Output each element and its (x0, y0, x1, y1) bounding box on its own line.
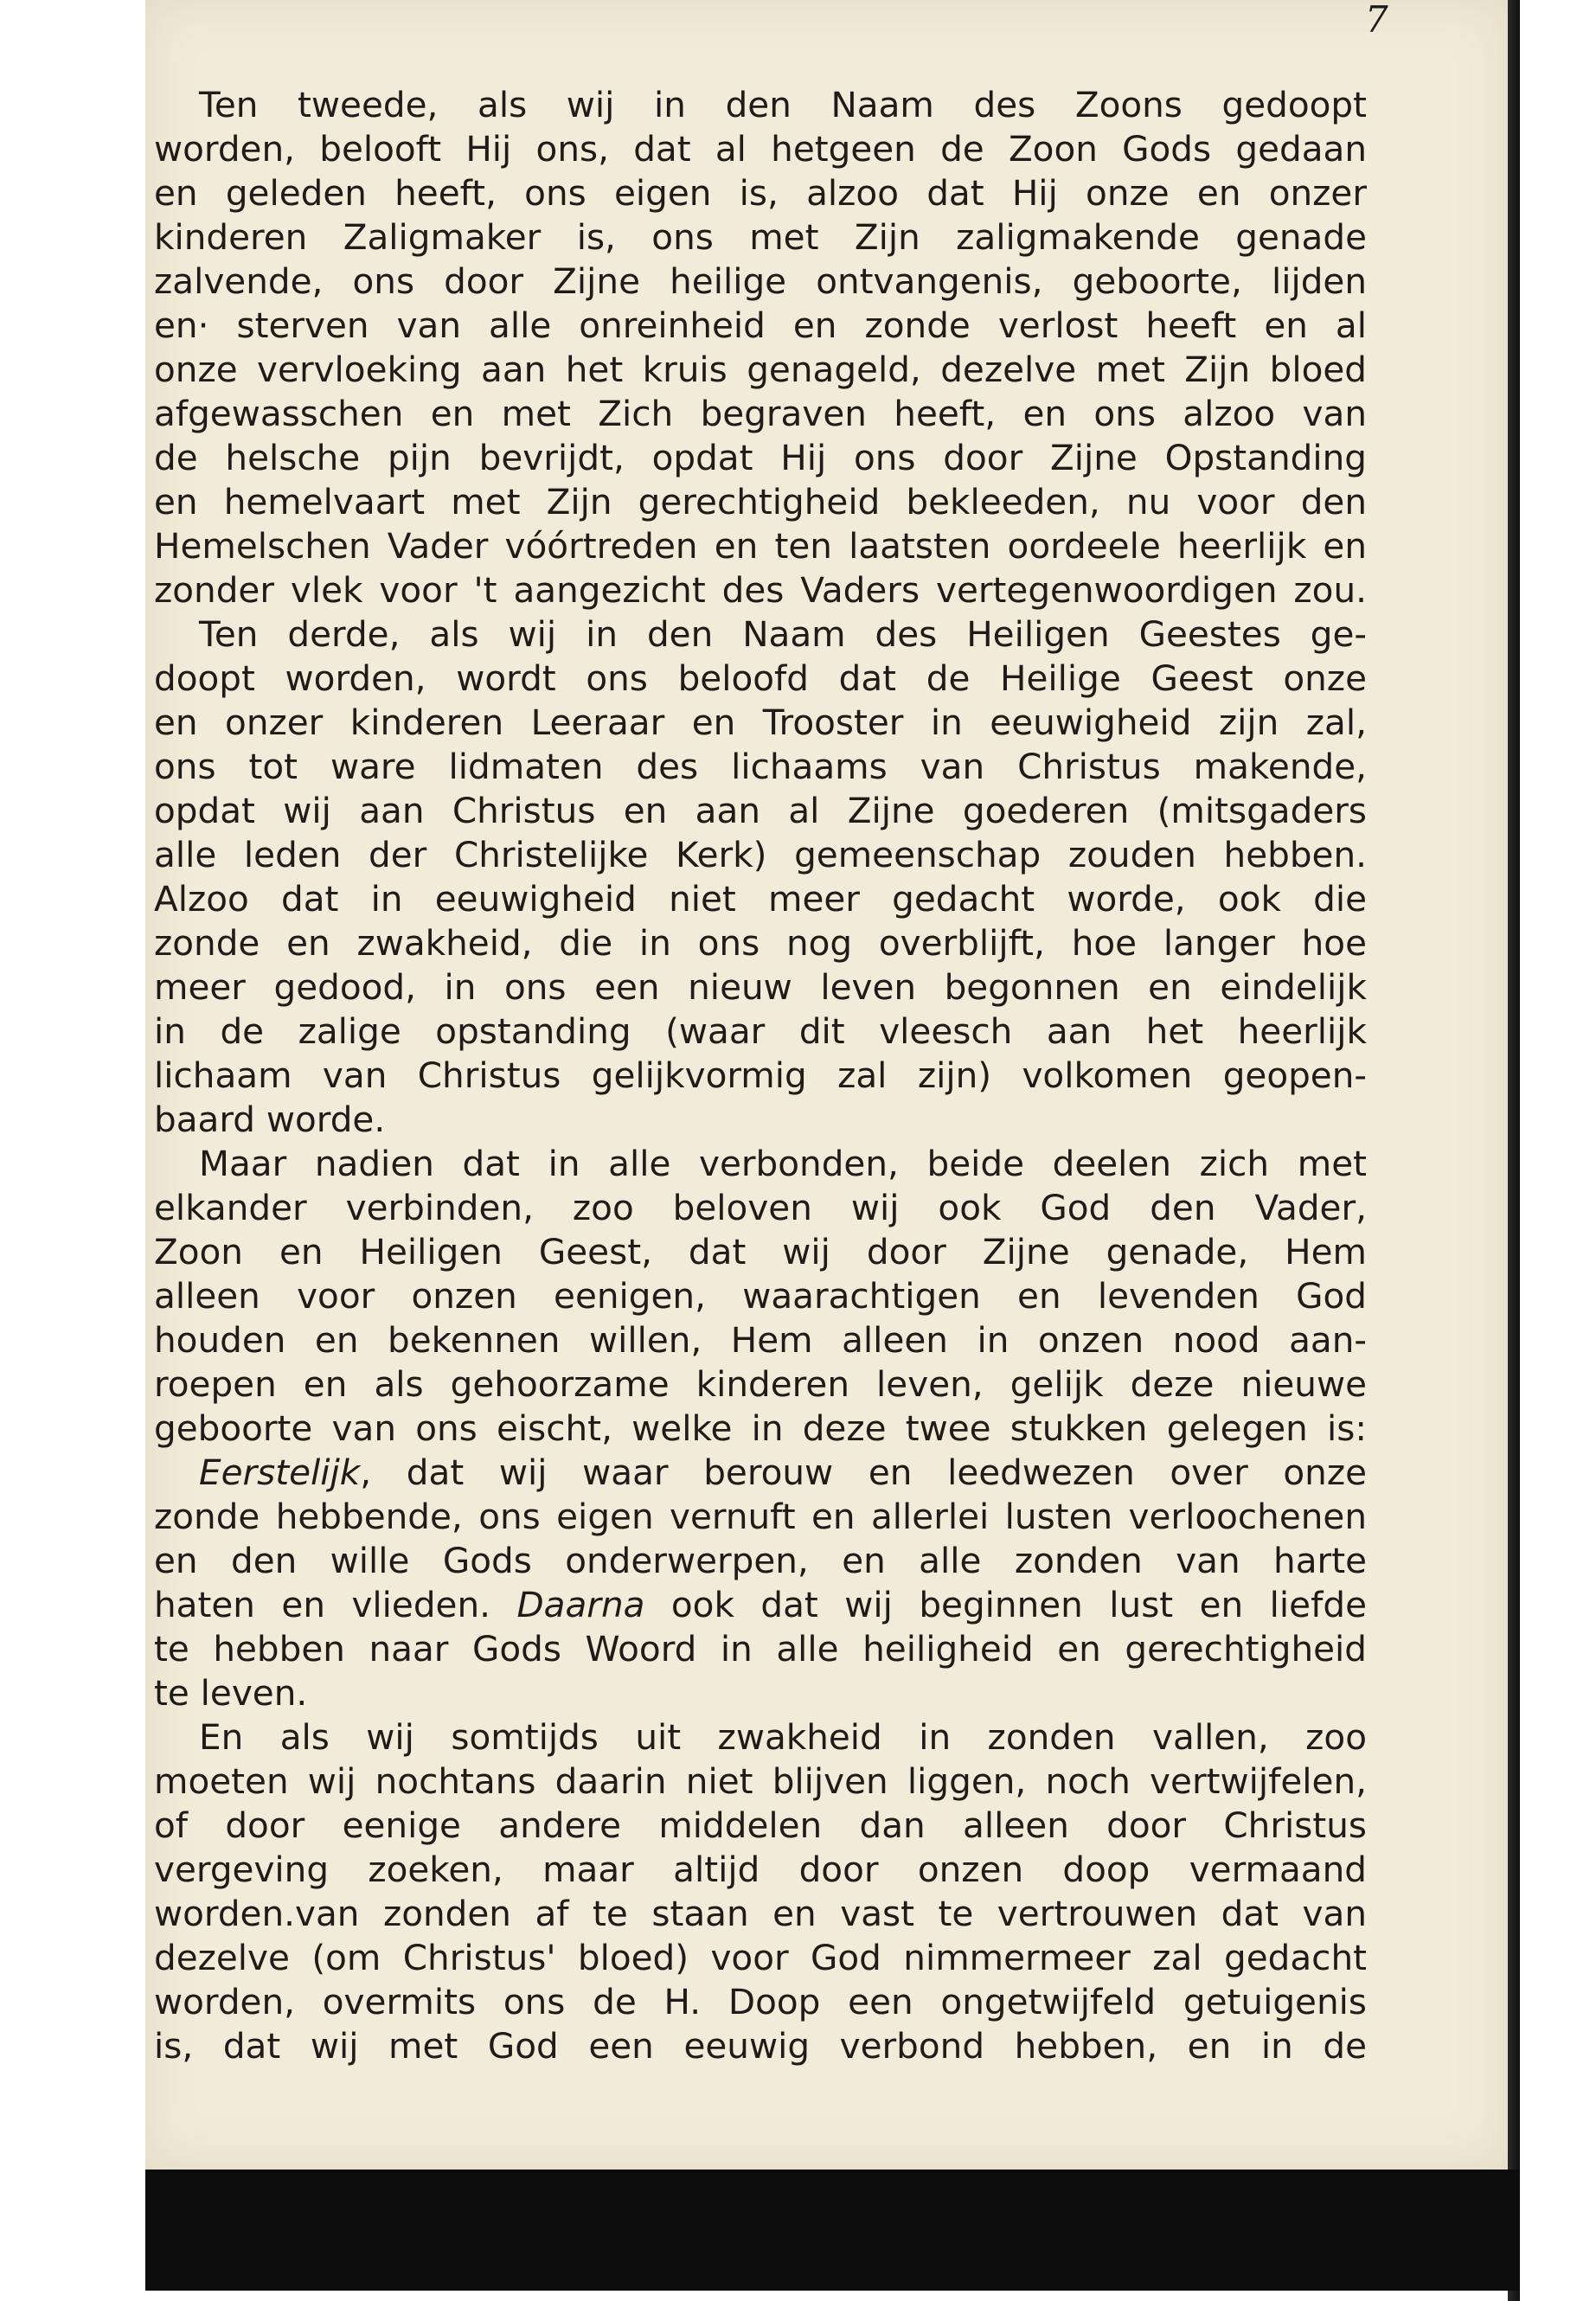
text-run: te leven. (154, 1672, 308, 1714)
body-text (154, 83, 1367, 2068)
text-line (154, 1583, 1367, 1627)
text-run: en onzer kinderen Leeraar en Trooster in eeuwigheid zijn zal, (154, 702, 1367, 743)
text-run: Hemelschen Vader vóórtreden en ten laatsten oordeele heerlijk en (154, 525, 1367, 567)
text-line (154, 745, 1367, 789)
text-line (154, 1054, 1367, 1098)
text-line (154, 701, 1367, 745)
text-run: baard worde. (154, 1099, 386, 1140)
text-run: Maar nadien dat in alle verbonden, beide deelen zich met (199, 1143, 1367, 1184)
text-line (154, 965, 1367, 1009)
text-run: ook dat wij beginnen lust en liefde (644, 1584, 1367, 1625)
text-line (154, 1627, 1367, 1671)
text-line (154, 260, 1367, 304)
scan-edge (1508, 0, 1520, 2301)
text-run: zonde hebbende, ons eigen vernuft en allerlei lusten verloochenen (154, 1496, 1367, 1537)
text-run: en den wille Gods onderwerpen, en alle zonden van harte (154, 1540, 1367, 1581)
text-run: ons tot ware lidmaten des lichaams van Christus makende, (154, 746, 1367, 787)
text-line (154, 1980, 1367, 2024)
text-line (154, 215, 1367, 260)
text-run: alle leden der Christelijke Kerk) gemeenschap zouden hebben. (154, 834, 1367, 875)
text-run: Ten tweede, als wij in den Naam des Zoons gedoopt (199, 84, 1367, 125)
text-line (154, 1936, 1367, 1980)
text-line (154, 921, 1367, 965)
text-line (154, 1848, 1367, 1892)
text-run: in de zalige opstanding (waar dit vleesch aan het heerlijk (154, 1010, 1367, 1052)
text-run: te hebben naar Gods Woord in alle heiligheid en gerechtigheid (154, 1628, 1367, 1670)
text-line (154, 524, 1367, 568)
text-run: alleen voor onzen eenigen, waarachtigen en levenden God (154, 1275, 1367, 1317)
text-line (154, 1892, 1367, 1936)
text-line (154, 171, 1367, 215)
text-line (154, 1362, 1367, 1407)
text-line (154, 83, 1367, 127)
text-run: vergeving zoeken, maar altijd door onzen doop vermaand (154, 1849, 1367, 1890)
text-run: Zoon en Heiligen Geest, dat wij door Zijne genade, Hem (154, 1231, 1367, 1272)
text-run: geboorte van ons eischt, welke in deze twee stukken gelegen is: (154, 1407, 1367, 1449)
text-run: houden en bekennen willen, Hem alleen in onzen nood aan- (154, 1319, 1367, 1361)
text-line (154, 1098, 1367, 1142)
text-line (154, 1009, 1367, 1054)
text-run: , dat wij waar berouw en leedwezen over onze (360, 1452, 1367, 1493)
text-line (154, 1539, 1367, 1583)
text-line (154, 568, 1367, 612)
text-line (154, 436, 1367, 480)
text-run: en hemelvaart met Zijn gerechtigheid bekleeden, nu voor den (154, 481, 1367, 522)
text-line (154, 1142, 1367, 1186)
text-line (154, 1407, 1367, 1451)
text-line (154, 392, 1367, 436)
text-run: is, dat wij met God een eeuwig verbond hebben, en in de (154, 2025, 1367, 2067)
scan-bottom-band (145, 2170, 1520, 2291)
text-line (154, 480, 1367, 524)
text-line (154, 612, 1367, 657)
text-run: onze vervloeking aan het kruis genageld, dezelve met Zijn bloed (154, 349, 1367, 390)
text-run: elkander verbinden, zoo beloven wij ook God den Vader, (154, 1187, 1367, 1228)
text-run: Alzoo dat in eeuwigheid niet meer gedacht worde, ook die (154, 878, 1367, 920)
text-run: zalvende, ons door Zijne heilige ontvangenis, geboorte, lijden (154, 260, 1367, 302)
text-run: haten en vlieden. (154, 1584, 517, 1625)
text-line (154, 1671, 1367, 1715)
text-line (154, 789, 1367, 833)
text-run: doopt worden, wordt ons beloofd dat de Heilige Geest onze (154, 657, 1367, 699)
text-run: roepen en als gehoorzame kinderen leven, gelijk deze nieuwe (154, 1363, 1367, 1405)
text-line (154, 833, 1367, 877)
text-run: zonde en zwakheid, die in ons nog overblijft, hoe langer hoe (154, 922, 1367, 964)
text-line (154, 1715, 1367, 1759)
text-line (154, 1186, 1367, 1230)
text-run: zonder vlek voor 't aangezicht des Vaders vertegenwoordigen zou. (154, 569, 1367, 611)
text-line (154, 304, 1367, 348)
text-line (154, 1274, 1367, 1318)
text-run: en geleden heeft, ons eigen is, alzoo dat Hij onze en onzer (154, 172, 1367, 214)
text-run: en· sterven van alle onreinheid en zonde verlost heeft en al (154, 304, 1367, 346)
text-run: En als wij somtijds uit zwakheid in zonden vallen, zoo (199, 1716, 1367, 1758)
text-run: de helsche pijn bevrijdt, opdat Hij ons door Zijne Opstanding (154, 437, 1367, 478)
text-run: moeten wij nochtans daarin niet blijven liggen, noch vertwijfelen, (154, 1760, 1367, 1802)
text-run: of door eenige andere middelen dan alleen door Christus (154, 1804, 1367, 1846)
text-run: worden, overmits ons de H. Doop een ongetwijfeld getuigenis (154, 1981, 1367, 2022)
text-line (154, 657, 1367, 701)
text-line (154, 1495, 1367, 1539)
text-run: kinderen Zaligmaker is, ons met Zijn zaligmakende genade (154, 216, 1367, 258)
text-line (154, 1759, 1367, 1804)
italic-word: Daarna (516, 1584, 645, 1625)
text-run: worden, belooft Hij ons, dat al hetgeen de Zoon Gods gedaan (154, 128, 1367, 170)
text-run: opdat wij aan Christus en aan al Zijne goederen (mitsgaders (154, 790, 1367, 831)
text-line (154, 1318, 1367, 1362)
text-line (154, 1804, 1367, 1848)
text-run: worden.van zonden af te staan en vast te vertrouwen dat van (154, 1893, 1367, 1934)
text-line (154, 1230, 1367, 1274)
text-run: lichaam van Christus gelijkvormig zal zijn) volkomen geopen- (154, 1054, 1367, 1096)
text-line (154, 2024, 1367, 2068)
text-run: meer gedood, in ons een nieuw leven begonnen en eindelijk (154, 966, 1367, 1008)
text-line (154, 348, 1367, 392)
italic-word: Eerstelijk (199, 1452, 361, 1493)
text-run: Ten derde, als wij in den Naam des Heiligen Geestes ge- (199, 613, 1367, 655)
page-number: 7 (1365, 0, 1388, 41)
text-run: dezelve (om Christus' bloed) voor God nimmermeer zal gedacht (154, 1937, 1367, 1978)
text-line (154, 1451, 1367, 1495)
text-run: afgewasschen en met Zich begraven heeft, en ons alzoo van (154, 393, 1367, 434)
text-line (154, 877, 1367, 921)
text-line (154, 127, 1367, 171)
